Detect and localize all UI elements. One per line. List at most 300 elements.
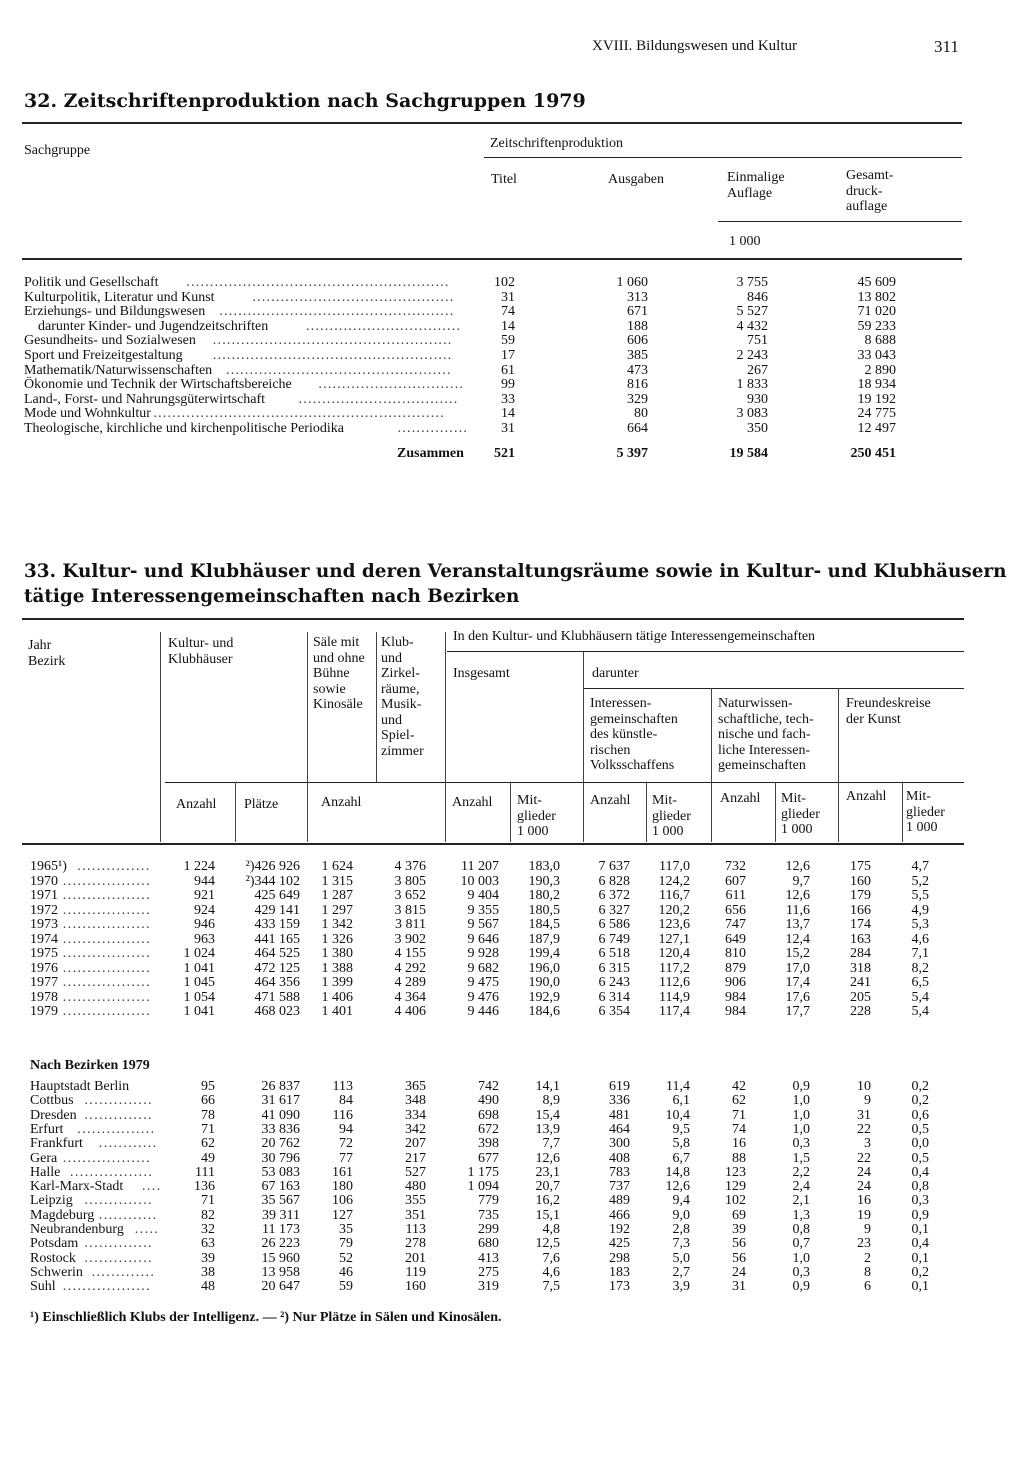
t33-sub-mitglieder-f: Mit- glieder 1 000 (906, 789, 945, 835)
dot-leader: ........................................... (252, 289, 455, 305)
t33-cell-kh: 1 041 (183, 1004, 215, 1019)
t33-cell-sa: 1 287 (321, 888, 353, 903)
t32-cell-titel: 14 (501, 318, 515, 334)
t33-cell-km: 117,4 (659, 1004, 690, 1019)
dot-leader: .................. (62, 902, 151, 918)
t32-cell-ausgaben: 671 (627, 304, 648, 320)
t33-row-label: Cottbus (30, 1093, 74, 1109)
t33-h-darunter: darunter (592, 666, 639, 681)
t33-cell-im: 4,6 (542, 1264, 560, 1280)
t33-cell-nm: 0,8 (792, 1222, 810, 1237)
t33-cell-kl: 334 (405, 1107, 426, 1123)
dot-leader: .............. (84, 1193, 153, 1209)
t32-cell-gesamt: 2 890 (864, 362, 896, 378)
t33-cell-pl: 425 649 (254, 888, 300, 903)
t33-row-label: 1971 (30, 888, 58, 903)
page-number: 311 (934, 37, 959, 56)
t33-cell-fm: 0,9 (911, 1207, 929, 1223)
t33-cell-pl: 67 163 (261, 1179, 300, 1195)
t33-cell-fa: 228 (850, 1004, 871, 1019)
t33-cell-na: 649 (725, 931, 746, 947)
t33-cell-pl: 11 173 (262, 1222, 300, 1237)
t33-cell-ka: 619 (609, 1079, 630, 1094)
t33-cell-fa: 2 (864, 1250, 871, 1266)
t32-cell-auflage: 846 (747, 289, 768, 305)
t33-cell-pl: 33 836 (261, 1121, 300, 1137)
t33-cell-kh: 62 (201, 1136, 215, 1152)
t33-cell-ka: 425 (609, 1236, 630, 1252)
t33-cell-kh: 38 (201, 1264, 215, 1280)
t33-sub-mitglieder-ins: Mit- glieder 1 000 (517, 793, 556, 839)
t33-cell-na: 39 (732, 1222, 746, 1237)
t33-cell-ka: 481 (609, 1107, 630, 1123)
t33-row-label: Dresden (30, 1107, 77, 1123)
t33-cell-na: 71 (732, 1107, 746, 1123)
t33-cell-nm: 0,9 (792, 1279, 810, 1295)
t33-cell-fm: 5,5 (911, 888, 929, 903)
dot-leader: .................. (62, 989, 151, 1005)
t33-cell-kh: 1 054 (183, 989, 215, 1005)
t33-cell-kh: 1 224 (183, 859, 215, 874)
t33-cell-ka: 6 828 (598, 873, 630, 889)
dot-leader: .............. (84, 1107, 153, 1123)
rule (22, 618, 964, 620)
t33-cell-ka: 737 (609, 1179, 630, 1195)
t33-h-jahr: Jahr Bezirk (28, 638, 66, 669)
t33-cell-kh: 1 041 (183, 960, 215, 976)
t33-cell-im: 12,5 (535, 1236, 560, 1252)
t33-cell-fm: 6,5 (911, 975, 929, 990)
t32-cell-ausgaben: 473 (627, 362, 648, 378)
t33-cell-sa: 127 (332, 1207, 353, 1223)
dot-leader: .................. (62, 946, 151, 961)
t33-cell-kl: 3 652 (394, 888, 426, 903)
t33-cell-ia: 319 (478, 1279, 499, 1295)
t33-cell-na: 62 (732, 1093, 746, 1109)
t33-cell-km: 11,4 (666, 1079, 690, 1094)
t33-cell-sa: 116 (332, 1107, 353, 1123)
t32-row-label: darunter Kinder- und Jugendzeitschriften (38, 318, 269, 334)
t33-row-label: Hauptstadt Berlin (30, 1079, 130, 1094)
t33-cell-kl: 4 406 (394, 1004, 426, 1019)
t32-cell-auflage: 3 755 (736, 275, 768, 290)
t32-cell-gesamt: 13 802 (857, 289, 896, 305)
t32-cell-titel: 31 (501, 421, 515, 436)
t33-cell-sa: 1 401 (321, 1004, 353, 1019)
t32-cell-titel: 59 (501, 333, 515, 349)
t33-cell-kh: 66 (201, 1093, 215, 1109)
t33-cell-im: 12,6 (535, 1150, 560, 1166)
dot-leader: .................................. (298, 391, 459, 407)
t33-cell-ka: 466 (609, 1207, 630, 1223)
t32-cell-ausgaben: 385 (627, 348, 648, 363)
t33-cell-sa: 84 (339, 1093, 353, 1109)
t33-cell-im: 7,5 (542, 1279, 560, 1295)
t33-cell-im: 192,9 (528, 989, 560, 1005)
t33-cell-pl: 53 083 (261, 1164, 300, 1180)
t33-cell-fm: 0,4 (911, 1164, 929, 1180)
rule (160, 632, 161, 842)
t33-cell-im: 184,5 (528, 917, 560, 932)
t33-cell-pl: 471 588 (254, 989, 300, 1005)
dot-leader: .............. (84, 1236, 153, 1252)
t32-cell-titel: 17 (501, 348, 515, 363)
t33-cell-im: 183,0 (528, 859, 560, 874)
t32-cell-ausgaben: 329 (627, 391, 648, 407)
t33-cell-km: 14,8 (665, 1164, 690, 1180)
dot-leader: ................ (77, 1121, 156, 1137)
t33-cell-ka: 298 (609, 1250, 630, 1266)
t33-cell-kl: 4 155 (394, 946, 426, 961)
t33-row-label: Neubrandenburg (30, 1222, 124, 1237)
t33-h-freunde: Freundeskreise der Kunst (846, 696, 931, 727)
t32-total-ausgaben: 5 397 (616, 446, 648, 461)
t33-cell-na: 24 (732, 1264, 746, 1280)
t32-cell-titel: 14 (501, 406, 515, 422)
dot-leader: .................. (62, 931, 151, 947)
t33-cell-ia: 9 404 (467, 888, 499, 903)
t33-cell-nm: 11,6 (786, 902, 810, 918)
t33-cell-km: 9,0 (672, 1207, 690, 1223)
t33-cell-kh: 48 (201, 1279, 215, 1295)
rule (22, 122, 962, 124)
t32-cell-gesamt: 19 192 (857, 391, 896, 407)
t33-cell-kh: 924 (194, 902, 215, 918)
t33-cell-fm: 0,2 (911, 1079, 929, 1094)
t33-cell-na: 656 (725, 902, 746, 918)
t33-cell-fa: 10 (857, 1079, 871, 1094)
t33-cell-fa: 6 (864, 1279, 871, 1295)
dot-leader: .................................................. (219, 304, 455, 320)
t33-cell-ia: 11 207 (461, 859, 499, 874)
t33-cell-nm: 17,6 (785, 989, 810, 1005)
t33-cell-km: 3,9 (672, 1279, 690, 1295)
t32-cell-auflage: 350 (747, 421, 768, 436)
dot-leader: ............ (98, 1207, 158, 1223)
t33-h-saele: Säle mit und ohne Bühne sowie Kinosäle (313, 635, 365, 712)
t33-cell-fa: 163 (850, 931, 871, 947)
t33-cell-fa: 16 (857, 1193, 871, 1209)
t33-cell-ia: 779 (478, 1193, 499, 1209)
t33-cell-nm: 15,2 (785, 946, 810, 961)
t33-cell-na: 747 (725, 917, 746, 932)
dot-leader: ............... (397, 421, 469, 436)
t33-sub-anzahl-f: Anzahl (846, 789, 887, 804)
t33-cell-kl: 355 (405, 1193, 426, 1209)
t33-cell-ia: 742 (478, 1079, 499, 1094)
t33-cell-fa: 241 (850, 975, 871, 990)
t33-cell-kh: 1 045 (183, 975, 215, 990)
t33-sub-anzahl-kh: Anzahl (176, 797, 217, 812)
t32-total-label: Zusammen (397, 446, 464, 461)
t33-cell-sa: 1 406 (321, 989, 353, 1005)
t32-cell-gesamt: 24 775 (857, 406, 896, 422)
t33-cell-ia: 677 (478, 1150, 499, 1166)
t33-cell-ka: 336 (609, 1093, 630, 1109)
t33-cell-na: 879 (725, 960, 746, 976)
t33-cell-ia: 299 (478, 1222, 499, 1237)
t33-cell-fm: 4,9 (911, 902, 929, 918)
t33-cell-pl: 30 796 (261, 1150, 300, 1166)
t33-cell-nm: 0,3 (792, 1264, 810, 1280)
rule (838, 688, 839, 842)
t33-cell-kl: 278 (405, 1236, 426, 1252)
t33-cell-nm: 1,0 (792, 1093, 810, 1109)
t32-cell-ausgaben: 80 (634, 406, 648, 422)
t33-cell-kh: 63 (201, 1236, 215, 1252)
t32-row-label: Kulturpolitik, Literatur und Kunst (24, 289, 215, 305)
t33-cell-ia: 9 446 (467, 1004, 499, 1019)
t33-h-natur: Naturwissen- schaftliche, tech- nische und fach- liche Interessen- gemeinschaften (718, 696, 814, 773)
t33-cell-fm: 0,2 (911, 1093, 929, 1109)
t33-cell-sa: 113 (332, 1079, 353, 1094)
t33-cell-kl: 217 (405, 1150, 426, 1166)
t33-cell-ka: 6 518 (598, 946, 630, 961)
t33-cell-pl: 35 567 (261, 1193, 300, 1209)
t33-cell-na: 69 (732, 1207, 746, 1223)
t32-row-label: Mathematik/Naturwissenschaften (24, 362, 213, 378)
t33-cell-sa: 46 (339, 1264, 353, 1280)
t33-cell-fa: 174 (850, 917, 871, 932)
t33-cell-km: 117,0 (659, 859, 690, 874)
t33-cell-im: 7,6 (542, 1250, 560, 1266)
t33-cell-fm: 0,0 (911, 1136, 929, 1152)
t33-h-kultur: Kultur- und Klubhäuser (168, 636, 234, 667)
t33-cell-sa: 161 (332, 1164, 353, 1180)
t33-cell-km: 123,6 (658, 917, 690, 932)
t33-cell-sa: 77 (339, 1150, 353, 1166)
t33-cell-fm: 0,1 (911, 1279, 929, 1295)
dot-leader: .................. (62, 1279, 151, 1295)
t32-cell-gesamt: 71 020 (857, 304, 896, 320)
t33-row-label: Potsdam (30, 1236, 79, 1252)
t33-cell-kh: 921 (194, 888, 215, 903)
t33-cell-nm: 12,4 (785, 931, 810, 947)
t33-cell-pl: 26 223 (261, 1236, 300, 1252)
t33-cell-ka: 464 (609, 1121, 630, 1137)
t32-cell-auflage: 267 (747, 362, 768, 378)
t33-cell-na: 906 (725, 975, 746, 990)
t33-cell-kl: 113 (405, 1222, 426, 1237)
t33-cell-km: 10,4 (665, 1107, 690, 1123)
t33-cell-kl: 4 289 (394, 975, 426, 990)
t33-sub-anzahl-n: Anzahl (720, 791, 761, 806)
dot-leader: .............. (84, 1093, 153, 1109)
t33-cell-ia: 9 928 (467, 946, 499, 961)
t32-cell-ausgaben: 188 (627, 318, 648, 334)
t33-cell-fm: 0,4 (911, 1236, 929, 1252)
t33-cell-fm: 5,4 (911, 989, 929, 1005)
t33-cell-ia: 10 003 (460, 873, 499, 889)
t33-cell-ka: 408 (609, 1150, 630, 1166)
t33-cell-ia: 1 094 (467, 1179, 499, 1195)
rule (711, 688, 712, 842)
t33-sub-anzahl-saele: Anzahl (321, 795, 362, 810)
t33-cell-fm: 4,6 (911, 931, 929, 947)
t33-cell-km: 112,6 (659, 975, 690, 990)
t33-cell-kh: 32 (201, 1222, 215, 1237)
rule (583, 688, 964, 689)
t33-cell-ia: 9 476 (467, 989, 499, 1005)
t33-row-label: 1972 (30, 902, 58, 918)
t33-cell-pl: 441 165 (254, 931, 300, 947)
t33-cell-nm: 12,6 (785, 888, 810, 903)
t33-cell-ia: 9 646 (467, 931, 499, 947)
t33-row-label: 1970 (30, 873, 58, 889)
rule (22, 258, 962, 260)
t32-row-label: Land-, Forst- und Nahrungsgüterwirtschaft (24, 391, 266, 407)
t33-cell-ia: 672 (478, 1121, 499, 1137)
t33-cell-kl: 160 (405, 1279, 426, 1295)
table-33-title-line1: 33. Kultur- und Klubhäuser und deren Veranstaltungsräume sowie in Kultur- und Klubhäusern (24, 561, 1007, 582)
t33-cell-im: 180,5 (528, 902, 560, 918)
t33-cell-fa: 175 (850, 859, 871, 874)
t33-row-label: 1973 (30, 917, 58, 932)
rule (718, 221, 962, 222)
t32-cell-gesamt: 18 934 (857, 377, 896, 393)
t33-cell-sa: 94 (339, 1121, 353, 1137)
t33-cell-im: 16,2 (535, 1193, 560, 1209)
t33-cell-ka: 783 (609, 1164, 630, 1180)
t33-cell-pl: ²)344 102 (245, 873, 300, 889)
t33-cell-fm: 0,5 (911, 1150, 929, 1166)
t33-cell-km: 9,4 (672, 1193, 690, 1209)
t33-cell-km: 6,7 (672, 1150, 690, 1166)
t33-row-label: Frankfurt (30, 1136, 83, 1152)
t33-cell-na: 56 (732, 1250, 746, 1266)
t32-cell-titel: 74 (501, 304, 515, 320)
t33-cell-sa: 1 624 (321, 859, 353, 874)
t33-cell-nm: 0,9 (792, 1079, 810, 1094)
rule (510, 782, 511, 842)
t33-cell-sa: 1 388 (321, 960, 353, 976)
t32-cell-titel: 31 (501, 289, 515, 305)
t33-cell-fa: 284 (850, 946, 871, 961)
t33-cell-ka: 192 (609, 1222, 630, 1237)
t33-cell-nm: 2,4 (792, 1179, 810, 1195)
dot-leader: ..... (134, 1222, 160, 1237)
t32-cell-auflage: 4 432 (736, 318, 768, 334)
t33-cell-ka: 6 372 (598, 888, 630, 903)
dot-leader: .............................................................. (153, 406, 445, 422)
t33-cell-sa: 52 (339, 1250, 353, 1266)
t33-cell-na: 732 (725, 859, 746, 874)
t33-cell-fm: 0,1 (911, 1250, 929, 1266)
dot-leader: ............................... (318, 377, 465, 393)
t32-row-label: Sport und Freizeitgestaltung (24, 348, 183, 363)
t32-unit: 1 000 (729, 234, 761, 249)
t33-cell-kh: 111 (195, 1164, 215, 1180)
t33-cell-fa: 9 (864, 1222, 871, 1237)
t33-cell-fm: 5,3 (911, 917, 929, 932)
t32-cell-gesamt: 12 497 (857, 421, 896, 436)
t32-row-label: Ökonomie und Technik der Wirtschaftsbereiche (24, 377, 292, 393)
t33-cell-fm: 8,2 (911, 960, 929, 976)
t33-cell-ia: 698 (478, 1107, 499, 1123)
dot-leader: .................. (62, 873, 151, 889)
t33-row-label: 1974 (30, 931, 58, 947)
t33-cell-nm: 0,7 (792, 1236, 810, 1252)
dot-leader: .................. (62, 1150, 151, 1166)
t33-cell-sa: 72 (339, 1136, 353, 1152)
t33-sub-anzahl-ins: Anzahl (452, 795, 493, 810)
t32-col-ausgaben: Ausgaben (608, 172, 664, 187)
t33-sub-anzahl-k: Anzahl (590, 793, 631, 808)
t33-cell-kh: 71 (201, 1121, 215, 1137)
t33-cell-kl: 4 292 (394, 960, 426, 976)
t33-cell-kl: 365 (405, 1079, 426, 1094)
t32-cell-auflage: 930 (747, 391, 768, 407)
t33-cell-km: 117,2 (659, 960, 690, 976)
t33-cell-im: 4,8 (542, 1222, 560, 1237)
t33-cell-km: 120,2 (658, 902, 690, 918)
t33-row-label: 1979 (30, 1004, 58, 1019)
t33-cell-fa: 22 (857, 1121, 871, 1137)
t33-row-label: 1976 (30, 960, 58, 976)
t33-cell-im: 184,6 (528, 1004, 560, 1019)
t33-cell-na: 56 (732, 1236, 746, 1252)
t33-row-label: Erfurt (30, 1121, 64, 1137)
t33-cell-ia: 735 (478, 1207, 499, 1223)
t33-cell-im: 20,7 (535, 1179, 560, 1195)
t33-cell-kl: 527 (405, 1164, 426, 1180)
t33-cell-sa: 1 315 (321, 873, 353, 889)
t32-cell-titel: 99 (501, 377, 515, 393)
dot-leader: ................................................... (212, 333, 453, 349)
t33-cell-fa: 9 (864, 1093, 871, 1109)
t33-cell-na: 16 (732, 1136, 746, 1152)
t33-cell-kl: 342 (405, 1121, 426, 1137)
t32-cell-ausgaben: 313 (627, 289, 648, 305)
t33-cell-sa: 59 (339, 1279, 353, 1295)
t33-cell-ka: 183 (609, 1264, 630, 1280)
dot-leader: .................. (62, 1004, 151, 1019)
dot-leader: ............. (91, 1264, 156, 1280)
t32-col-gesamt: Gesamt- druck- auflage (846, 168, 894, 214)
t33-cell-kl: 351 (405, 1207, 426, 1223)
table-33-title-line2: tätige Interessengemeinschaften nach Bezirken (24, 586, 520, 607)
t32-cell-ausgaben: 606 (627, 333, 648, 349)
t33-cell-ia: 9 355 (467, 902, 499, 918)
t33-cell-pl: 472 125 (254, 960, 300, 976)
t33-cell-na: 123 (725, 1164, 746, 1180)
t33-cell-pl: 20 647 (261, 1279, 300, 1295)
t33-cell-kh: 82 (201, 1207, 215, 1223)
t33-sub-mitglieder-n: Mit- glieder 1 000 (781, 791, 820, 837)
t33-cell-ka: 6 586 (598, 917, 630, 932)
t33-cell-na: 74 (732, 1121, 746, 1137)
t33-cell-na: 984 (725, 989, 746, 1005)
t33-cell-im: 23,1 (535, 1164, 560, 1180)
t33-row-label: 1965¹) (30, 859, 67, 874)
t32-cell-titel: 61 (501, 362, 515, 378)
t33-h-insgesamt: Insgesamt (453, 666, 510, 681)
t33-cell-nm: 1,5 (792, 1150, 810, 1166)
t33-cell-im: 190,3 (528, 873, 560, 889)
t33-cell-kl: 201 (405, 1250, 426, 1266)
t33-cell-na: 607 (725, 873, 746, 889)
t33-cell-kl: 3 811 (395, 917, 426, 932)
t33-cell-pl: 26 837 (261, 1079, 300, 1094)
t32-cell-ausgaben: 816 (627, 377, 648, 393)
t33-row-label: Halle (30, 1164, 61, 1180)
t33-cell-km: 9,5 (672, 1121, 690, 1137)
t33-cell-ia: 413 (478, 1250, 499, 1266)
t33-cell-fa: 179 (850, 888, 871, 903)
t33-cell-ia: 398 (478, 1136, 499, 1152)
t33-cell-kl: 4 364 (394, 989, 426, 1005)
t32-total-titel: 521 (494, 446, 515, 461)
